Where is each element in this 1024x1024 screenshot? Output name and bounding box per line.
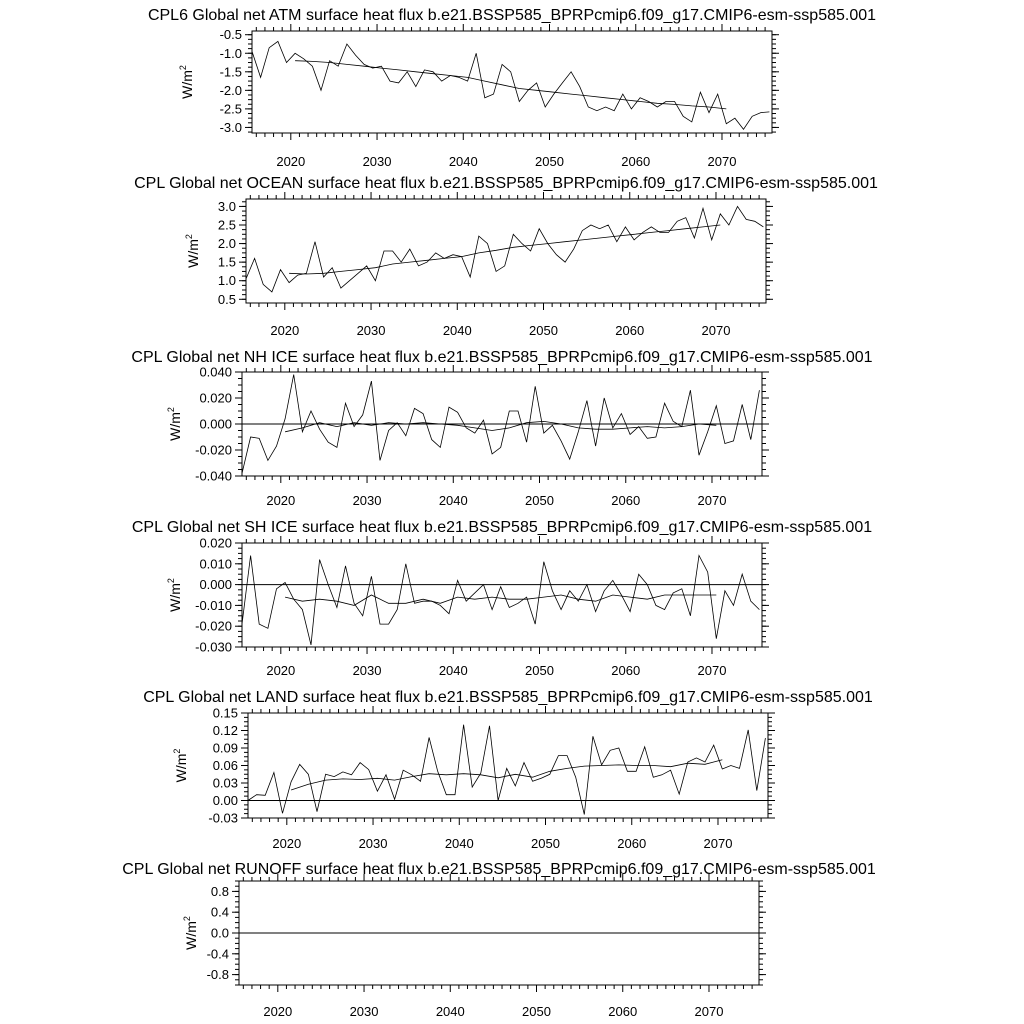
running-mean-line bbox=[289, 225, 720, 274]
x-tick-label: 2030 bbox=[349, 1004, 379, 1019]
x-tick-label: 2020 bbox=[263, 1004, 293, 1019]
y-tick-label: -2.0 bbox=[219, 82, 242, 98]
y-axis-label bbox=[166, 407, 183, 441]
y-axis-label-exponent: 2 bbox=[182, 916, 192, 922]
x-tick-label: 2030 bbox=[352, 663, 382, 678]
x-tick-label: 2050 bbox=[535, 154, 564, 169]
plot-frame bbox=[246, 199, 766, 303]
x-tick-label: 2050 bbox=[531, 836, 560, 851]
y-tick-label: 0.020 bbox=[199, 535, 232, 551]
y-tick-label: 0.000 bbox=[199, 416, 232, 432]
x-tick-label: 2050 bbox=[525, 663, 554, 678]
y-axis-label-exponent: 2 bbox=[166, 407, 176, 413]
panel-title: CPL Global net OCEAN surface heat flux b.e21.BSSP585_BPRPcmip6.f09_g17.CMIP6-esm-ssp585.001 bbox=[134, 175, 878, 192]
y-axis-label bbox=[182, 916, 199, 950]
y-tick-label: 1.5 bbox=[217, 254, 236, 270]
x-tick-label: 2020 bbox=[270, 323, 300, 338]
y-axis-label bbox=[172, 749, 189, 783]
x-tick-label: 2070 bbox=[697, 663, 727, 678]
x-tick-label: 2050 bbox=[522, 1004, 551, 1019]
y-axis-label-exponent: 2 bbox=[178, 65, 188, 71]
y-axis-label-unit: W/m bbox=[185, 239, 201, 268]
y-tick-label: 0.040 bbox=[199, 364, 232, 380]
panel-1 bbox=[148, 7, 876, 169]
x-tick-label: 2020 bbox=[266, 663, 296, 678]
y-axis-label bbox=[178, 65, 195, 99]
y-tick-label: -0.4 bbox=[206, 946, 229, 962]
panel-title: CPL Global net LAND surface heat flux b.e21.BSSP585_BPRPcmip6.f09_g17.CMIP6-esm-ssp585.001 bbox=[143, 689, 873, 706]
y-axis-label-unit: W/m bbox=[167, 583, 183, 612]
y-axis-label-unit: W/m bbox=[179, 70, 195, 99]
x-tick-label: 2020 bbox=[272, 836, 302, 851]
y-tick-label: -0.5 bbox=[219, 27, 242, 43]
x-tick-label: 2070 bbox=[697, 493, 727, 508]
panel-3 bbox=[131, 349, 872, 508]
x-tick-label: 2040 bbox=[448, 154, 478, 169]
plot-frame bbox=[248, 713, 768, 818]
x-tick-label: 2040 bbox=[442, 323, 472, 338]
running-mean-line bbox=[285, 421, 716, 431]
y-tick-label: 0.00 bbox=[212, 793, 238, 808]
y-tick-label: -2.5 bbox=[219, 101, 242, 117]
y-axis-label-unit: W/m bbox=[167, 412, 183, 441]
panel-title: CPL Global net SH ICE surface heat flux b.e21.BSSP585_BPRPcmip6.f09_g17.CMIP6-esm-ssp585.001 bbox=[131, 519, 873, 536]
panel-4 bbox=[132, 519, 872, 678]
y-tick-label: 0.4 bbox=[210, 904, 229, 920]
y-axis-label-exponent: 2 bbox=[184, 234, 194, 240]
y-tick-label: -0.03 bbox=[208, 810, 238, 826]
x-tick-label: 2040 bbox=[438, 493, 468, 508]
panel-title: CPL Global net NH ICE surface heat flux b.e21.BSSP585_BPRPcmip6.f09_g17.CMIP6-esm-ssp585.001 bbox=[131, 349, 873, 366]
x-tick-label: 2030 bbox=[362, 154, 392, 169]
x-tick-label: 2040 bbox=[435, 1004, 465, 1019]
panel-6 bbox=[122, 861, 876, 1019]
panel-title: CPL6 Global net ATM surface heat flux b.e21.BSSP585_BPRPcmip6.f09_g17.CMIP6-esm-ssp585.001 bbox=[147, 7, 877, 24]
y-tick-label: -3.0 bbox=[219, 119, 242, 135]
y-tick-label: 0.03 bbox=[212, 775, 238, 791]
y-tick-label: -0.020 bbox=[195, 618, 232, 634]
x-tick-label: 2060 bbox=[617, 836, 647, 851]
y-tick-label: -1.5 bbox=[219, 64, 242, 80]
y-tick-label: -0.020 bbox=[195, 442, 232, 458]
x-tick-label: 2050 bbox=[529, 323, 558, 338]
y-tick-label: 0.06 bbox=[212, 758, 238, 773]
y-tick-label: 2.0 bbox=[217, 236, 236, 252]
running-mean-line bbox=[291, 760, 722, 790]
y-tick-label: -1.0 bbox=[219, 45, 242, 61]
y-axis-label-exponent: 2 bbox=[166, 578, 176, 584]
x-tick-label: 2070 bbox=[694, 1004, 724, 1019]
x-tick-label: 2070 bbox=[701, 323, 731, 338]
y-tick-label: 0.8 bbox=[210, 883, 229, 899]
x-tick-label: 2020 bbox=[276, 154, 306, 169]
panel-2 bbox=[134, 175, 878, 338]
y-axis-label bbox=[184, 234, 201, 268]
y-tick-label: -0.8 bbox=[206, 967, 229, 983]
x-tick-label: 2070 bbox=[703, 836, 733, 851]
x-tick-label: 2070 bbox=[707, 154, 737, 169]
x-tick-label: 2060 bbox=[615, 323, 645, 338]
x-tick-label: 2020 bbox=[266, 493, 296, 508]
y-tick-label: 0.020 bbox=[199, 390, 232, 406]
y-tick-label: 2.5 bbox=[217, 217, 236, 233]
y-axis-label-unit: W/m bbox=[183, 921, 199, 950]
x-tick-label: 2050 bbox=[525, 493, 554, 508]
annual-series-line bbox=[252, 41, 769, 129]
y-tick-label: -0.040 bbox=[195, 468, 232, 484]
y-tick-label: -0.010 bbox=[195, 597, 232, 613]
x-tick-label: 2030 bbox=[352, 493, 382, 508]
annual-series-line bbox=[242, 556, 759, 645]
x-tick-label: 2060 bbox=[621, 154, 651, 169]
running-mean-line bbox=[285, 595, 716, 605]
y-tick-label: 3.0 bbox=[217, 198, 236, 214]
x-tick-label: 2060 bbox=[611, 493, 641, 508]
y-axis-label-exponent: 2 bbox=[172, 748, 182, 754]
x-tick-label: 2060 bbox=[611, 663, 641, 678]
x-tick-label: 2040 bbox=[444, 836, 474, 851]
x-tick-label: 2030 bbox=[358, 836, 388, 851]
y-tick-label: 0.15 bbox=[212, 705, 238, 721]
running-mean-line bbox=[295, 61, 726, 109]
y-axis-label bbox=[166, 578, 183, 612]
y-tick-label: 0.010 bbox=[199, 556, 232, 572]
x-tick-label: 2040 bbox=[438, 663, 468, 678]
panel-title: CPL Global net RUNOFF surface heat flux b.e21.BSSP585_BPRPcmip6.f09_g17.CMIP6-esm-ssp585.001 bbox=[122, 861, 876, 878]
y-tick-label: 0.000 bbox=[199, 577, 232, 593]
y-tick-label: 0.09 bbox=[212, 740, 238, 756]
y-tick-label: 0.12 bbox=[212, 723, 238, 738]
y-tick-label: 0.0 bbox=[210, 925, 229, 941]
y-tick-label: -0.030 bbox=[195, 639, 232, 655]
y-axis-label-unit: W/m bbox=[173, 753, 189, 783]
x-tick-label: 2030 bbox=[356, 323, 386, 338]
y-tick-label: 1.0 bbox=[217, 273, 236, 289]
plot-frame bbox=[252, 31, 772, 133]
y-tick-label: 0.5 bbox=[217, 291, 236, 307]
annual-series-line bbox=[248, 725, 765, 815]
panel-5 bbox=[143, 689, 873, 851]
x-tick-label: 2060 bbox=[608, 1004, 638, 1019]
